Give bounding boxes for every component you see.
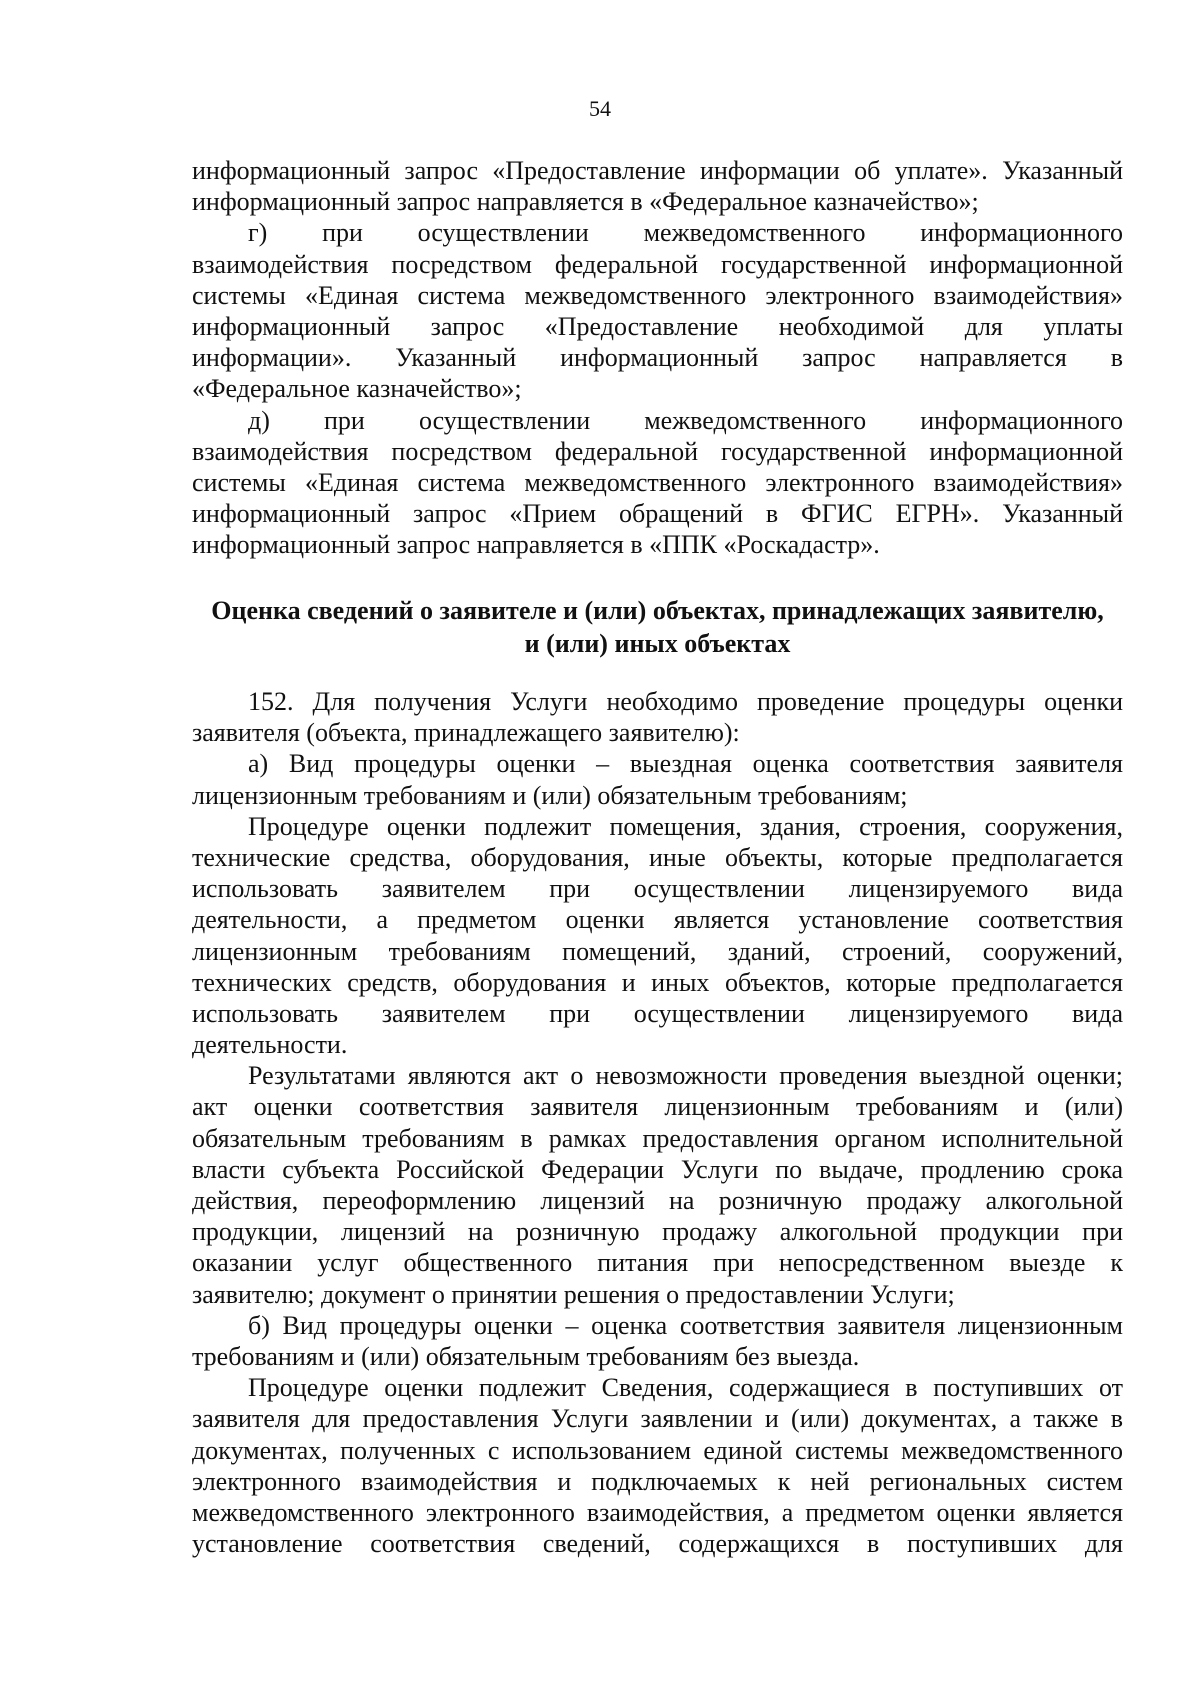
- text-line: действия, переоформлению лицензий на розничную продажу алкогольной: [192, 1186, 1123, 1215]
- text-line: заявителя для предоставления Услуги заявлении и (или) документах, а также в: [192, 1404, 1123, 1434]
- text-line: информационный запрос «Предоставление необходимой для уплаты: [192, 311, 1123, 341]
- text-line: электронного взаимодействия и подключаемых к ней региональных систем: [192, 1466, 1123, 1496]
- text-line: Процедуре оценки подлежит помещения, здания, строения, сооружения,: [248, 811, 1123, 841]
- text-line: взаимодействия посредством федеральной государственной информационной: [192, 436, 1123, 466]
- text-line: заявителя (объекта, принадлежащего заявителю):: [192, 718, 740, 748]
- body-text-top: [192, 155, 1123, 560]
- text-line: б) Вид процедуры оценки – оценка соответствия заявителя лицензионным: [248, 1310, 1123, 1340]
- text-line: акт оценки соответствия заявителя лицензионным требованиям и (или): [192, 1092, 1123, 1122]
- text-line: системы «Единая система межведомственного электронного взаимодействия»: [192, 467, 1123, 497]
- text-line: власти субъекта Российской Федерации Услуги по выдаче, продлению срока: [192, 1154, 1123, 1184]
- text-line: заявителю; документ о принятии решения о предоставлении Услуги;: [192, 1279, 955, 1309]
- section-heading: [192, 594, 1123, 660]
- text-line: информационный запрос «Предоставление информации об уплате». Указанный: [192, 156, 1123, 185]
- text-line: взаимодействия посредством федеральной государственной информационной: [192, 249, 1123, 279]
- text-line: обязательным требованиям в рамках предоставления органом исполнительной: [192, 1123, 1123, 1153]
- text-line: Процедуре оценки подлежит Сведения, содержащиеся в поступивших от: [248, 1373, 1123, 1403]
- text-line: лицензионным требованиям помещений, зданий, строений, сооружений,: [192, 936, 1123, 966]
- text-line: информации». Указанный информационный запрос направляется в: [192, 343, 1123, 373]
- text-line: лицензионным требованиям и (или) обязательным требованиям;: [192, 780, 908, 810]
- text-line: оказании услуг общественного питания при непосредственном выезде к: [192, 1248, 1123, 1278]
- text-line: документах, полученных с использованием единой системы межведомственного: [192, 1435, 1123, 1465]
- text-line: Результатами являются акт о невозможности проведения выездной оценки;: [248, 1061, 1123, 1091]
- text-line: а) Вид процедуры оценки – выездная оценка соответствия заявителя: [248, 749, 1123, 779]
- text-line: 152. Для получения Услуги необходимо проведение процедуры оценки: [248, 687, 1123, 716]
- text-line: г) при осуществлении межведомственного информационного: [248, 218, 1123, 248]
- page-number: 54: [589, 96, 611, 121]
- text-line: продукции, лицензий на розничную продажу алкогольной продукции при: [192, 1217, 1123, 1247]
- text-line: деятельности.: [192, 1030, 348, 1060]
- text-line: информационный запрос направляется в «Федеральное казначейство»;: [192, 187, 979, 217]
- text-line: информационный запрос «Прием обращений в ФГИС ЕГРН». Указанный: [192, 499, 1123, 529]
- text-line: установление соответствия сведений, содержащихся в поступивших для: [192, 1529, 1123, 1559]
- text-line: технических средств, оборудования и иных объектов, которые предполагается: [192, 967, 1123, 997]
- text-line: межведомственного электронного взаимодействия, а предметом оценки является: [192, 1497, 1123, 1527]
- text-line: системы «Единая система межведомственного электронного взаимодействия»: [192, 280, 1123, 310]
- body-text-main: [192, 686, 1123, 1559]
- section-heading-line: Оценка сведений о заявителе и (или) объектах, принадлежащих заявителю,: [211, 596, 1104, 625]
- text-line: «Федеральное казначейство»;: [192, 374, 522, 404]
- text-line: информационный запрос направляется в «ППК «Роскадастр».: [192, 530, 880, 560]
- text-line: деятельности, а предметом оценки является установление соответствия: [192, 905, 1123, 935]
- text-line: д) при осуществлении межведомственного информационного: [248, 405, 1123, 435]
- text-line: требованиям и (или) обязательным требованиям без выезда.: [192, 1341, 860, 1371]
- text-line: технические средства, оборудования, иные объекты, которые предполагается: [192, 842, 1123, 872]
- text-line: использовать заявителем при осуществлении лицензируемого вида: [192, 874, 1123, 904]
- section-heading-line: и (или) иных объектах: [524, 629, 791, 658]
- text-line: использовать заявителем при осуществлении лицензируемого вида: [192, 998, 1123, 1028]
